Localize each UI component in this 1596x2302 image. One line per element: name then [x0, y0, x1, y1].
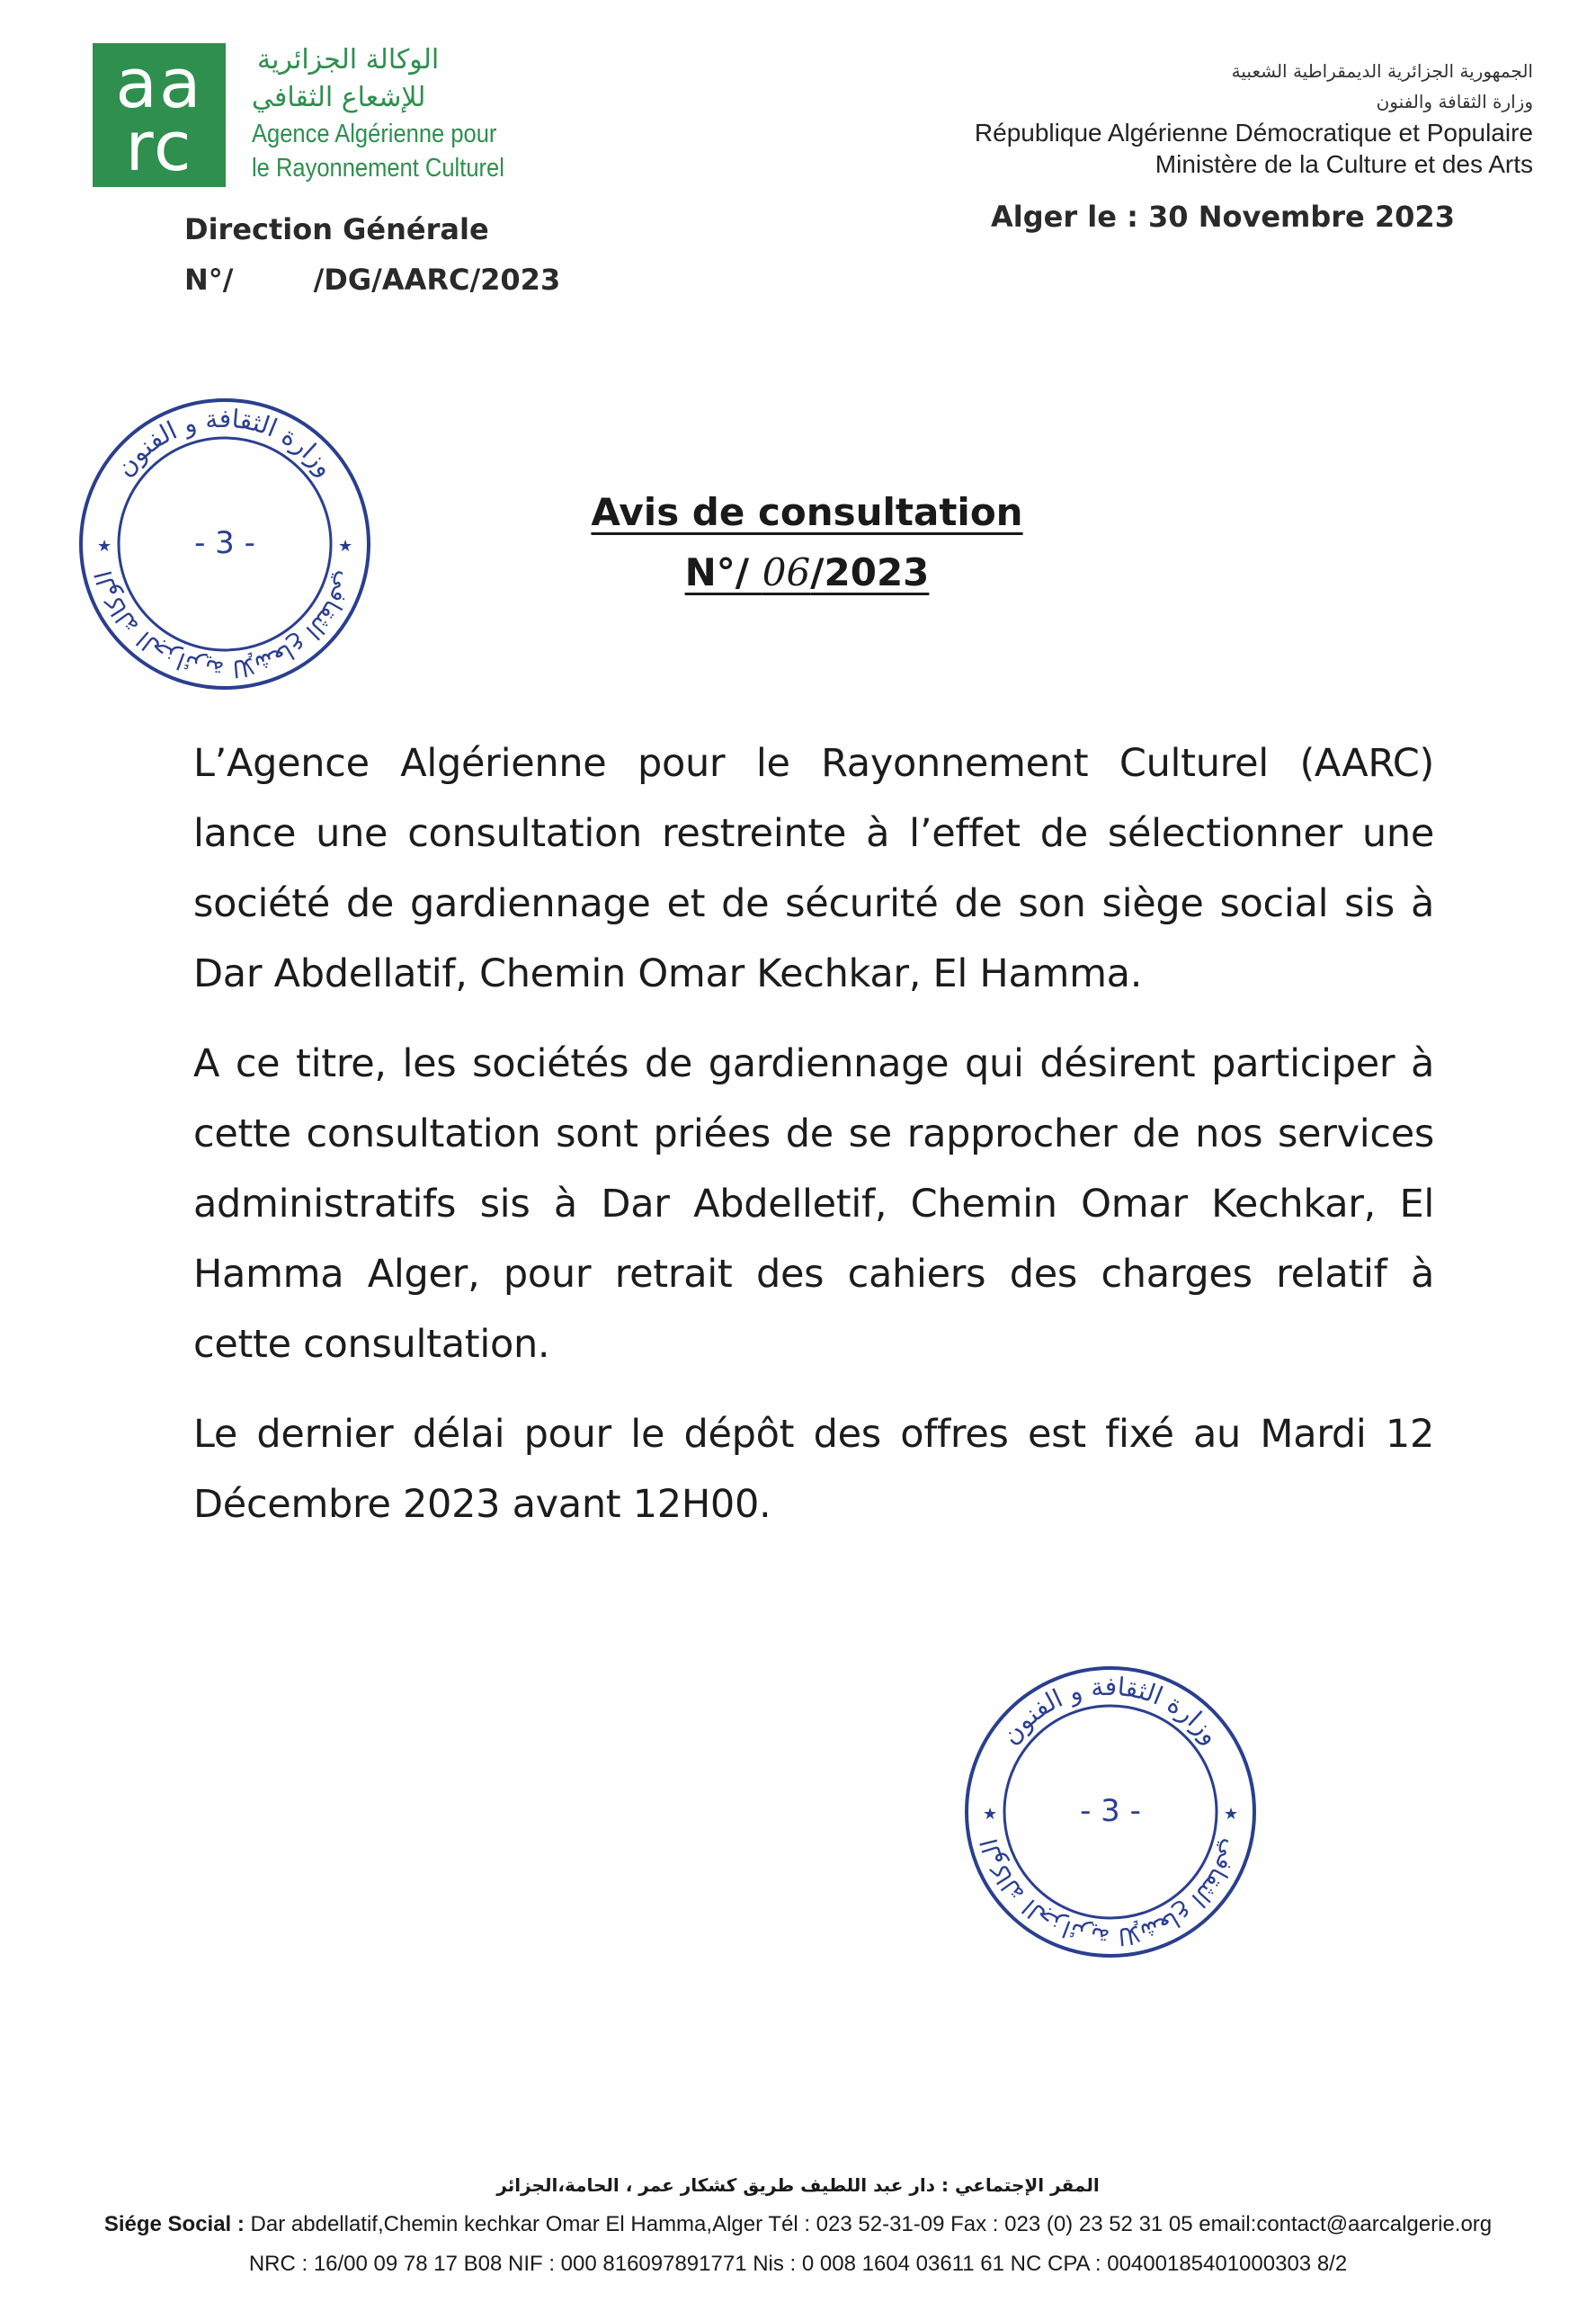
stamp-top-arabic-ring-top: وزارة الثقافة و الفنون	[109, 403, 341, 483]
stamp-bottom-arabic-ring-bottom: الوكالة الجزائرية للإشعاع الثقافي	[976, 1835, 1245, 1950]
footer-seat-line	[0, 2205, 1596, 2244]
page-footer	[0, 2165, 1596, 2284]
notice-number-prefix: N°/	[684, 550, 762, 594]
notice-number	[685, 550, 930, 594]
svg-text:الوكالة الجزائرية للإشعاع الثق	[976, 1835, 1245, 1950]
footer-seat-text: Dar abdellatif,Chemin kechkar Omar El Hamma,Alger Tél : 023 52-31-09 Fax : 023 (0) 23 52 31 05 email:contact@aarcalgerie.org	[244, 2212, 1493, 2236]
notice-title: Avis de consultation	[591, 490, 1023, 534]
notice-number-suffix: /2023	[810, 550, 930, 594]
republic-arabic: الجمهورية الجزائرية الديمقراطية الشعبية	[1231, 60, 1533, 82]
notice-number-handwritten: 06	[762, 550, 811, 594]
agency-name-french-line1: Agence Algérienne pour	[252, 120, 497, 148]
svg-text:وزارة الثقافة و الفنون	[110, 404, 341, 482]
agency-name-arabic-line1: الوكالة الجزائرية	[257, 44, 440, 76]
stamp-top-arabic-ring-bottom: الوكالة الجزائرية للإشعاع الثقافي	[90, 567, 360, 683]
stamp-star-icon: ★	[97, 537, 112, 556]
republic-french: République Algérienne Démocratique et Populaire	[974, 119, 1533, 147]
stamp-star-icon: ★	[983, 1805, 998, 1824]
svg-text:وزارة الثقافة و الفنون	[995, 1672, 1226, 1750]
ministry-arabic: وزارة الثقافة والفنون	[1376, 91, 1533, 112]
stamp-bottom-number: - 3 -	[1080, 1793, 1141, 1829]
agency-name-arabic-line2: للإشعاع الثقافي	[252, 82, 426, 113]
notice-body	[193, 728, 1434, 1559]
ministry-header	[850, 56, 1533, 180]
notice-title-block	[0, 490, 1596, 594]
body-paragraph-1: L’Agence Algérienne pour le Rayonnement Culturel (AARC) lance une consultation restreinte à l’effet de sélectionner une société de gardiennage et de sécurité de son siège social sis à Dar Abdellatif, Chemin Omar Kechkar, El Hamma.	[193, 741, 1434, 996]
direction-generale-label: Direction Générale	[184, 212, 489, 246]
logo-mark-line2: rc	[125, 106, 193, 186]
logo-mark-line1: aa	[115, 43, 203, 123]
footer-arabic-address: المقر الإجتماعي : دار عبد اللطيف طريق كشكار عمر ، الحامة،الجزائر	[496, 2174, 1100, 2196]
aarc-logo-mark	[93, 43, 226, 187]
stamp-star-icon: ★	[338, 537, 353, 556]
agency-name-french-line2: le Rayonnement Culturel	[252, 154, 504, 183]
body-paragraph-2: A ce titre, les sociétés de gardiennage qui désirent participer à cette consultation sont priées de se rapprocher de nos services administratifs sis à Dar Abdelletif, Chemin Omar Kechkar, El Hamma Alger, pour retrait des cahiers des charges relatif à cette consultation.	[193, 1041, 1434, 1367]
footer-registration: NRC : 16/00 09 78 17 B08 NIF : 000 816097891771 Nis : 0 008 1604 03611 61 NC CPA : 00400185401000303 8/2	[248, 2252, 1348, 2276]
stamp-star-icon: ★	[1224, 1805, 1239, 1824]
body-paragraph-3: Le dernier délai pour le dépôt des offres est fixé au Mardi 12 Décembre 2023 avant 12H00.	[193, 1412, 1434, 1527]
agency-name-block	[252, 41, 522, 185]
ministry-french: Ministère de la Culture et des Arts	[1155, 150, 1533, 178]
document-date: Alger le : 30 Novembre 2023	[991, 200, 1455, 234]
official-stamp-bottom	[958, 1659, 1263, 1965]
stamp-top-number: - 3 -	[194, 525, 255, 561]
reference-number: N°/ /DG/AARC/2023	[184, 263, 561, 297]
stamp-bottom-arabic-ring-top: وزارة الثقافة و الفنون	[994, 1671, 1226, 1751]
footer-seat-label: Siége Social :	[103, 2212, 245, 2236]
